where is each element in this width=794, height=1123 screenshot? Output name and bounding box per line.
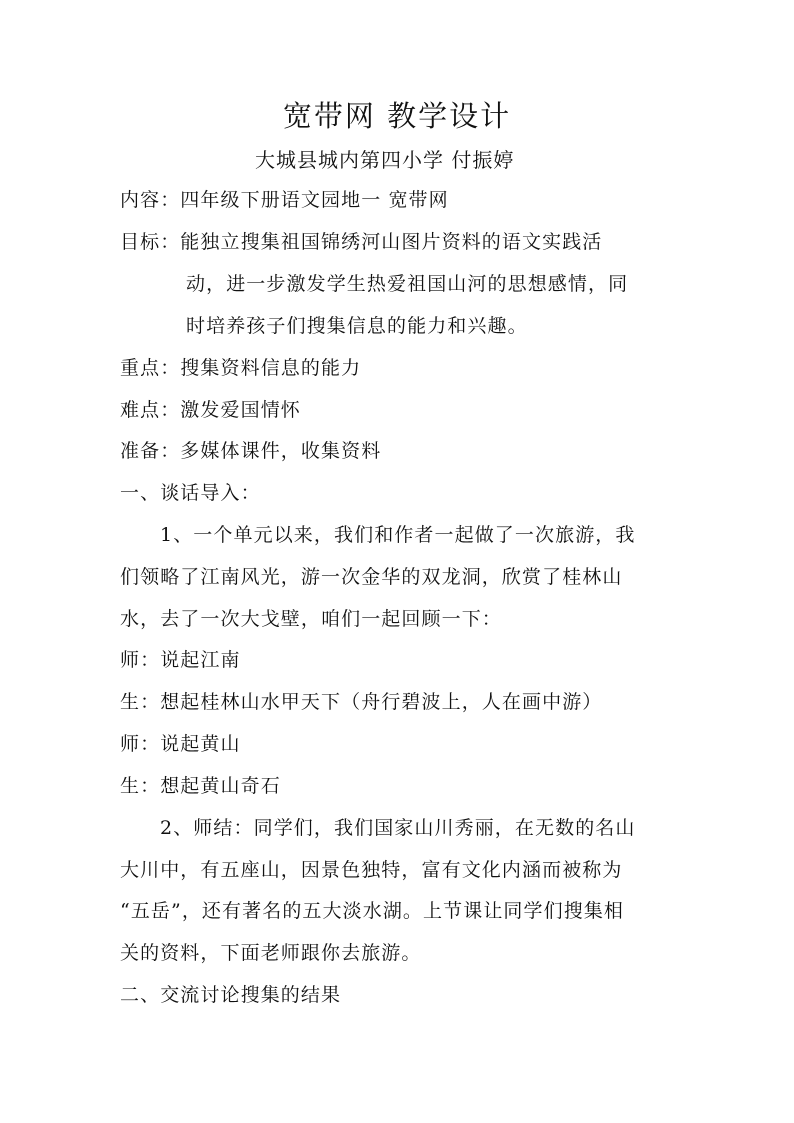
section1-para2-line-1: 2、师结：同学们，我们国家山川秀丽，在无数的名山 <box>160 817 636 839</box>
document-title: 宽带网 教学设计 <box>282 99 512 133</box>
key-point-line: 重点：搜集资料信息的能力 <box>120 357 362 379</box>
section1-para1-line-3: 水，去了一次大戈壁，咱们一起回顾一下： <box>120 608 502 630</box>
dialogue-line-3: 师：说起黄山 <box>120 733 241 755</box>
preparation-line: 准备：多媒体课件，收集资料 <box>120 440 382 462</box>
dialogue-line-1: 师：说起江南 <box>120 649 241 671</box>
document-subtitle: 大城县城内第四小学 付振婷 <box>255 148 515 172</box>
section1-para2-line-4: 关的资料，下面老师跟你去旅游。 <box>120 942 422 964</box>
section2-heading: 二、交流讨论搜集的结果 <box>120 984 342 1006</box>
content-line: 内容：四年级下册语文园地一 宽带网 <box>120 189 449 211</box>
goal-line-2: 动，进一步激发学生热爱祖国山河的思想感情，同 <box>186 273 629 295</box>
goal-line-3: 时培养孩子们搜集信息的能力和兴趣。 <box>186 315 528 337</box>
section1-para1-line-2: 们领略了江南风光，游一次金华的双龙洞，欣赏了桂林山 <box>120 566 623 588</box>
section1-para2-line-3: “五岳”，还有著名的五大淡水湖。上节课让同学们搜集相 <box>120 900 625 922</box>
dialogue-line-2: 生：想起桂林山水甲天下（舟行碧波上，人在画中游） <box>120 691 603 713</box>
goal-line-1: 目标：能独立搜集祖国锦绣河山图片资料的语文实践活 <box>120 231 603 253</box>
section1-para2-line-2: 大川中，有五座山，因景色独特，富有文化内涵而被称为 <box>120 859 623 881</box>
difficulty-line: 难点：激发爱国情怀 <box>120 399 301 421</box>
section1-para1-line-1: 1、一个单元以来，我们和作者一起做了一次旅游，我 <box>160 524 636 546</box>
dialogue-line-4: 生：想起黄山奇石 <box>120 775 281 797</box>
section1-heading: 一、谈话导入： <box>120 482 261 504</box>
